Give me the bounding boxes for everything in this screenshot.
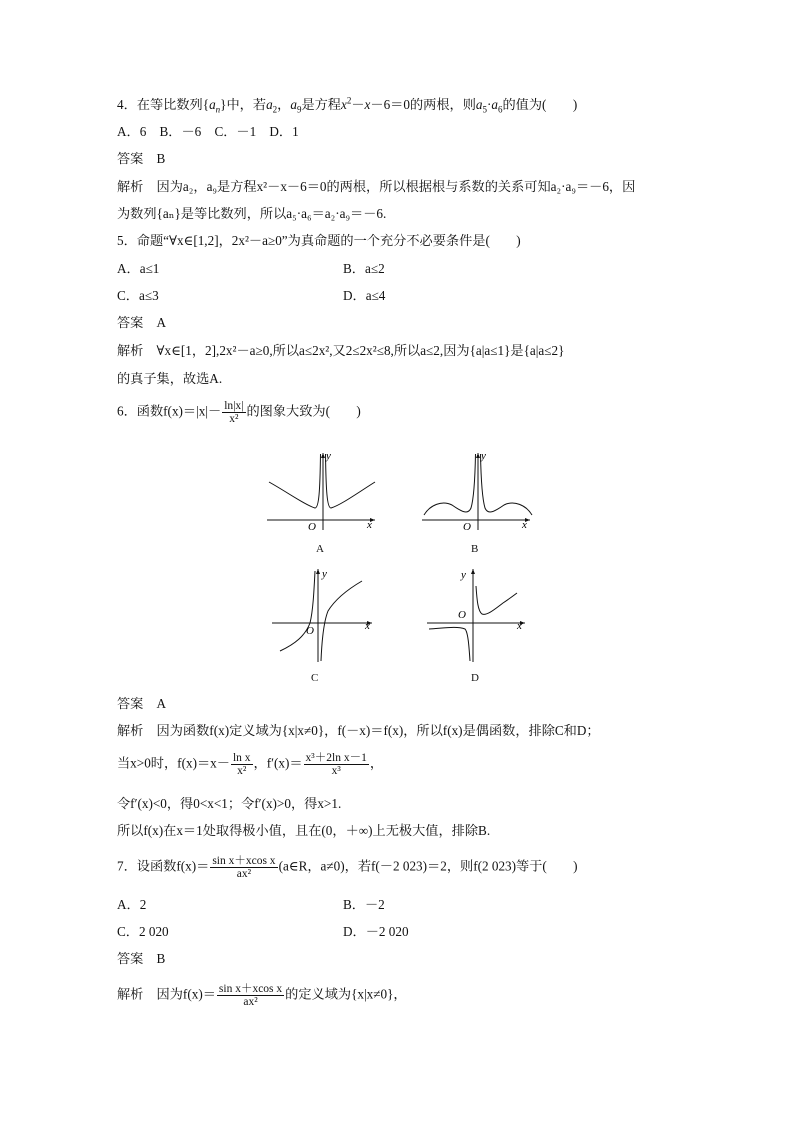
graph-b-label: B [471,543,479,555]
q6-analysis-line1: 解析 因为函数f(x)定义域为{x|x≠0}，f(－x)＝f(x)，所以f(x)是偶函数，排除C和D； [117,723,600,738]
graph-b [420,450,535,532]
graph-b-x-label: x [522,519,527,531]
q6-stem [117,400,361,425]
graph-c-curve-left [280,571,315,651]
q5-option-a: A．a≤1 [117,261,160,276]
q4-options: A．6 B．－6 C．－1 D．1 [117,124,299,139]
graph-b-y-label: y [481,450,486,462]
q7-stem-prefix: 7．设函数f(x)＝ [117,858,210,874]
q7-option-c: C．2 020 [117,924,169,939]
q5-analysis-line2: 的真子集，故选A. [117,371,223,386]
graph-c-origin: O [306,625,314,637]
q4-stem-part: 4．在等比数列{ [117,97,210,112]
q4-stem-part: }中，若 [220,97,267,112]
q7-analysis-fraction [217,983,284,1008]
graph-b-curve-left [424,454,476,515]
q4-analysis-line1: 解析 因为a₂，a₉是方程x²－x－6＝0的两根，所以根据根与系数的关系可知a₂·a₉＝－6，因 [117,179,636,194]
q5-option-b: B．a≤2 [343,261,385,276]
q6-analysis-line2-suffix: ， [369,755,384,771]
q4-stem-part: 的值为( ) [502,97,578,112]
graph-d-label: D [471,672,479,684]
q5-stem: 5．命题“∀x∈[1,2]，2x²－a≥0”为真命题的一个充分不必要条件是( ) [117,233,521,248]
q6-fraction [222,400,245,425]
graph-d-x-label: x [517,620,522,632]
q4-answer: 答案 B [117,151,166,166]
graph-a-x-label: x [367,519,372,531]
q7-frac-den: ax² [236,868,252,880]
q7-frac-num: sin x＋xcos x [212,855,276,867]
graph-c-label: C [311,672,319,684]
q7-analysis [117,983,407,1008]
q7-analysis-frac-den: ax² [243,996,258,1008]
graph-d-curve-left [429,627,470,661]
graph-b-origin: O [463,521,471,532]
graph-a-curve-left [269,454,321,508]
q4-stem-part: 的两根，则 [409,97,476,112]
q6-frac-num: ln|x| [224,400,244,412]
graph-d-y-label: y [461,569,466,581]
q7-option-a: A．2 [117,897,147,912]
q6-analysis-frac2-den: x³ [331,765,341,777]
q5-option-d: D．a≤4 [343,288,386,303]
q7-fraction [210,855,277,880]
graph-d [425,566,535,664]
q5-analysis-line1: 解析 ∀x∈[1，2],2x²－a≥0,所以a≤2x²,又2≤2x²≤8,所以a≤2,因为{a|a≤1}是{a|a≤2} [117,343,565,358]
graph-c-y-label: y [322,568,327,580]
q6-analysis-line2-mid: ，f′(x)＝ [253,755,303,771]
q4-stem-part: 是方程 [301,97,341,112]
q4-analysis-line2: 为数列{aₙ}是等比数列，所以a₅·a₆＝a₂·a₉＝－6. [117,206,387,221]
graph-a [265,450,380,532]
q6-analysis-frac2-num: x³＋2ln x－1 [305,752,367,764]
q7-analysis-frac-num: sin x＋xcos x [218,983,283,995]
q6-analysis-frac2 [304,752,369,777]
graph-c-x-label: x [365,620,370,632]
q6-analysis-line3: 令f′(x)<0，得0<x<1；令f′(x)>0，得x>1. [117,796,342,811]
q6-analysis-frac1-den: x² [237,765,247,777]
q6-stem-suffix: 的图象大致为( ) [246,403,361,419]
graph-b-curve-right [481,454,533,515]
q7-option-d: D．－2 020 [343,924,409,939]
graph-a-origin: O [308,521,316,532]
graph-c-curve-right [321,581,362,661]
q6-analysis-line4: 所以f(x)在x＝1处取得极小值，且在(0，＋∞)上无极大值，排除B. [117,823,491,838]
graph-a-curve-right [326,454,376,508]
q7-analysis-prefix: 解析 因为f(x)＝ [117,986,216,1002]
graph-c-y-arrow [316,569,320,574]
q5-answer: 答案 A [117,315,167,330]
q7-stem [117,855,578,880]
graph-a-y-label: y [326,450,331,462]
q6-analysis-frac1-num: ln x [232,752,251,764]
q7-option-b: B．－2 [343,897,385,912]
graph-a-y-arrow [321,453,325,458]
q6-analysis-frac1 [231,752,253,777]
graph-c [270,566,380,664]
q6-analysis-line2-prefix: 当x>0时，f(x)＝x－ [117,755,230,771]
graph-d-curve-right [476,586,517,614]
q6-analysis-line2 [117,752,383,777]
q6-answer: 答案 A [117,696,167,711]
q5-option-c: C．a≤3 [117,288,159,303]
graph-a-label: A [316,543,324,555]
q7-answer: 答案 B [117,951,166,966]
q7-analysis-suffix: 的定义域为{x|x≠0}， [285,986,407,1002]
q4-stem: 4．在等比数列$\{a_n\}$中，若$a_2$，$a_9$是方程$x^2-x-6=0$的两根，则$a_5\cdot a_6$的值为( ) [117,95,578,115]
graph-d-y-arrow [471,569,475,574]
q6-frac-den: x² [229,413,239,425]
q7-stem-suffix: (a∈R，a≠0)，若f(－2 023)＝2，则f(2 023)等于( ) [278,858,578,874]
graph-b-y-arrow [476,453,480,458]
q6-stem-prefix: 6．函数f(x)＝|x|－ [117,403,222,419]
graph-d-origin: O [458,609,466,621]
